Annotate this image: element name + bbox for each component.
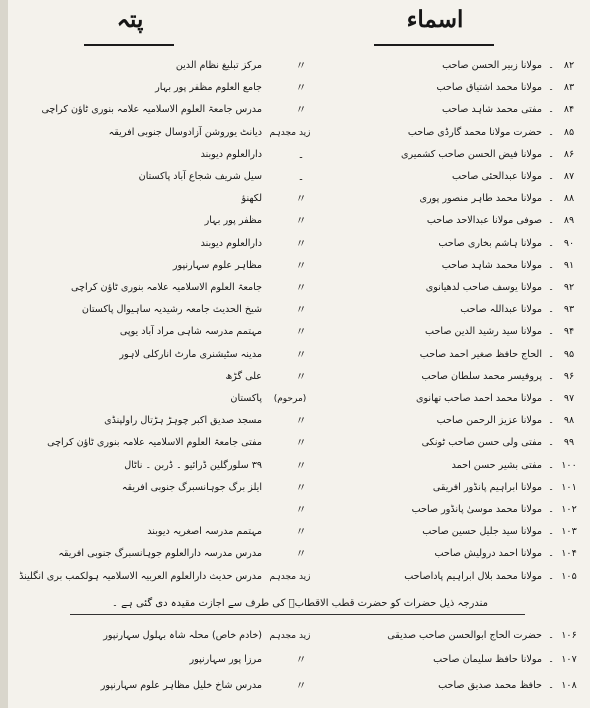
honorific: زید مجدہم bbox=[269, 571, 311, 582]
ditto-mark: 〃 bbox=[295, 258, 307, 272]
address-text: علی گڑھ bbox=[225, 370, 262, 382]
list-row bbox=[8, 500, 582, 520]
person-name: مولانا ہاشم بخاری صاحب bbox=[438, 237, 542, 249]
row-bullet: ۔ bbox=[548, 680, 554, 691]
person-name: مولانا محمد طاہر منصور پوری bbox=[419, 193, 542, 205]
list-row bbox=[8, 100, 582, 120]
person-name: مولانا عبداللہ صاحب bbox=[460, 304, 542, 316]
row-bullet: ۔ bbox=[548, 82, 554, 94]
person-name: حضرت الحاج ابوالحسن صاحب صدیقی bbox=[387, 630, 542, 641]
row-bullet: ۔ bbox=[548, 171, 554, 182]
person-name: مولانا محمد شاہد صاحب bbox=[441, 259, 542, 271]
person-name: الحاج حافظ صغیر احمد صاحب bbox=[419, 348, 542, 360]
ditto-mark: 〃 bbox=[295, 281, 307, 294]
row-bullet: ۔ bbox=[548, 259, 554, 271]
person-name: مولانا ابراہیم پانڈور افریقی bbox=[432, 481, 542, 493]
row-bullet: ۔ bbox=[548, 437, 554, 449]
address-text: مدرس مدرسہ دارالعلوم جوہانسبرگ جنوبی افریقہ bbox=[58, 548, 262, 560]
person-name: مولانا محمد احمد صاحب تھانوی bbox=[415, 393, 542, 404]
ditto-mark: 〃 bbox=[295, 369, 307, 383]
address-text: مدرس جامعۃ العلوم الاسلامیہ علامہ بنوری ٹاؤن کراچی bbox=[41, 104, 262, 116]
row-number: ۱۰۶ bbox=[561, 630, 577, 641]
list-row bbox=[8, 189, 582, 209]
list-row bbox=[8, 167, 582, 187]
row-bullet: ۔ bbox=[548, 237, 554, 249]
ditto-mark: 〃 bbox=[295, 303, 307, 317]
ditto-mark: 〃 bbox=[295, 59, 307, 72]
list-row bbox=[8, 478, 582, 498]
person-name: صوفی مولانا عبدالاحد صاحب bbox=[426, 215, 542, 227]
person-name: مولانا حافظ سلیمان صاحب bbox=[433, 654, 542, 665]
row-number: ۹۸ bbox=[563, 415, 575, 427]
row-bullet: ۔ bbox=[548, 348, 554, 360]
row-number: ۱۰۴ bbox=[561, 548, 577, 560]
ditto-mark: 〃 bbox=[295, 236, 307, 250]
person-name: مفتی بشیر حسن احمد bbox=[451, 459, 542, 471]
row-bullet: ۔ bbox=[548, 630, 554, 641]
address-text: جامعۃ العلوم الاسلامیہ علامہ بنوری ٹاؤن کراچی bbox=[71, 282, 262, 293]
address-text: ۳۹ سلورگلین ڈرائیو ۔ ڈربن ۔ ناٹال bbox=[124, 459, 262, 471]
row-number: ۸۴ bbox=[563, 104, 575, 116]
address-text: مرزا پور سہارنپور bbox=[189, 654, 262, 665]
ditto-mark: 〃 bbox=[295, 503, 307, 516]
address-text: مدینہ سٹیشنری مارٹ انارکلی لاہور bbox=[119, 348, 262, 360]
address-text: مظاہر علوم سہارنپور bbox=[172, 259, 262, 271]
row-bullet: ۔ bbox=[548, 481, 554, 493]
ditto-mark: ۔ bbox=[297, 147, 305, 161]
row-number: ۸۶ bbox=[563, 148, 575, 160]
ditto-mark: 〃 bbox=[295, 81, 307, 95]
address-text: مہتمم مدرسہ شاہی مراد آباد یوپی bbox=[119, 326, 262, 338]
names-column-header: اسماء bbox=[406, 6, 464, 33]
row-bullet: ۔ bbox=[548, 526, 554, 538]
ditto-mark: 〃 bbox=[295, 103, 307, 117]
ditto-mark: 〃 bbox=[295, 347, 307, 361]
list-row bbox=[8, 300, 582, 320]
address-text: مہتمم مدرسہ اصغریہ دیوبند bbox=[147, 526, 262, 538]
list-row bbox=[8, 433, 582, 453]
row-bullet: ۔ bbox=[548, 215, 554, 227]
list-row bbox=[8, 544, 582, 564]
person-name: مولانا زبیر الحسن صاحب bbox=[442, 60, 542, 71]
list-row bbox=[8, 676, 582, 696]
row-bullet: ۔ bbox=[548, 504, 554, 515]
ditto-mark: 〃 bbox=[295, 192, 307, 206]
list-row bbox=[8, 345, 582, 365]
person-name: مفتی ولی حسن صاحب ٹونکی bbox=[421, 437, 542, 449]
row-number: ۱۰۵ bbox=[561, 570, 577, 582]
names-header-underline bbox=[374, 44, 494, 46]
ditto-mark: 〃 bbox=[295, 525, 307, 539]
person-name: مولانا سید جلیل حسین صاحب bbox=[422, 526, 542, 538]
address-text: دارالعلوم دیوبند bbox=[200, 148, 262, 160]
person-name: مولانا محمد بلال ابراہیم پاداصاحب bbox=[404, 570, 542, 582]
list-row bbox=[8, 234, 582, 254]
row-number: ۸۷ bbox=[563, 171, 575, 182]
ditto-mark: 〃 bbox=[295, 653, 307, 666]
person-name: مفتی محمد شاہد صاحب bbox=[442, 104, 542, 116]
row-number: ۹۴ bbox=[563, 326, 575, 338]
address-text: لکھنؤ bbox=[241, 193, 262, 205]
list-row bbox=[8, 367, 582, 387]
list-row bbox=[8, 411, 582, 431]
person-name: مولانا عبدالحئی صاحب bbox=[451, 171, 542, 182]
row-number: ۹۳ bbox=[563, 304, 575, 316]
person-name: مولانا احمد درولیش صاحب bbox=[434, 548, 542, 560]
row-number: ۹۷ bbox=[563, 393, 575, 404]
address-text: شیخ الحدیث جامعہ رشیدیہ ساہیوال پاکستان bbox=[81, 304, 262, 316]
honorific: زید مجدہم bbox=[269, 127, 311, 138]
note-line: مندرجہ ذیل حضرات کو حضرت قطب الاقطابؒ کی طرف سے اجازت مقیدہ دی گئی ہے ۔ bbox=[112, 598, 488, 609]
row-bullet: ۔ bbox=[548, 282, 554, 293]
honorific: زید مجدہم bbox=[269, 631, 311, 641]
ditto-mark: 〃 bbox=[295, 214, 307, 228]
list-row bbox=[8, 522, 582, 542]
row-number: ۱۰۱ bbox=[561, 481, 577, 493]
ditto-mark: ۔ bbox=[297, 170, 305, 183]
list-row bbox=[8, 211, 582, 231]
address-text: دارالعلوم دیوبند bbox=[200, 237, 262, 249]
row-number: ۸۳ bbox=[563, 82, 575, 94]
row-number: ۹۲ bbox=[563, 282, 575, 293]
person-name: مولانا یوسف صاحب لدھیانوی bbox=[425, 282, 542, 293]
list-row bbox=[8, 626, 582, 646]
row-bullet: ۔ bbox=[548, 459, 554, 471]
row-bullet: ۔ bbox=[548, 548, 554, 560]
ditto-mark: 〃 bbox=[295, 480, 307, 494]
address-text: مدرس شاخ خلیل مظاہر علوم سہارنپور bbox=[100, 680, 262, 691]
row-number: ۸۲ bbox=[563, 60, 575, 71]
address-text: مظفر پور بہار bbox=[204, 215, 262, 227]
row-number: ۱۰۸ bbox=[561, 680, 577, 691]
list-row bbox=[8, 78, 582, 98]
row-number: ۱۰۰ bbox=[561, 459, 577, 471]
list-row bbox=[8, 145, 582, 165]
row-number: ۹۵ bbox=[563, 348, 575, 360]
list-row bbox=[8, 56, 582, 76]
row-bullet: ۔ bbox=[548, 104, 554, 116]
address-text: مدرس حدیث دارالعلوم العربیہ الاسلامیہ ہولکمب بری انگلینڈ bbox=[19, 570, 262, 582]
row-number: ۱۰۲ bbox=[561, 504, 577, 515]
row-number: ۸۵ bbox=[563, 126, 575, 138]
address-text: (خادم خاص) محلہ شاہ بہلول سہارنپور bbox=[103, 630, 262, 641]
list-row bbox=[8, 456, 582, 476]
note-separator bbox=[70, 614, 525, 615]
list-row bbox=[8, 278, 582, 298]
row-bullet: ۔ bbox=[548, 654, 554, 665]
address-text: مرکز تبلیغ نظام الدین bbox=[175, 60, 262, 71]
row-bullet: ۔ bbox=[548, 193, 554, 205]
address-text: مسجد صدیق اکبر چوہڑ ہڑتال راولپنڈی bbox=[104, 415, 262, 427]
row-bullet: ۔ bbox=[548, 370, 554, 382]
row-bullet: ۔ bbox=[548, 304, 554, 316]
row-bullet: ۔ bbox=[548, 570, 554, 582]
address-column-header: پتہ bbox=[116, 6, 144, 33]
honorific: (مرحوم) bbox=[273, 394, 307, 404]
address-text: پاکستان bbox=[230, 393, 262, 404]
row-number: ۸۹ bbox=[563, 215, 575, 227]
page-edge-shadow bbox=[0, 0, 8, 708]
address-text: جامع العلوم مظفر پور بہار bbox=[155, 82, 262, 94]
ditto-mark: 〃 bbox=[295, 547, 307, 561]
address-text: مفتی جامعۃ العلوم الاسلامیہ علامہ بنوری ٹاؤن کراچی bbox=[47, 437, 262, 449]
list-row bbox=[8, 123, 582, 143]
list-row bbox=[8, 322, 582, 342]
row-bullet: ۔ bbox=[548, 326, 554, 338]
list-row bbox=[8, 650, 582, 670]
row-number: ۹۰ bbox=[563, 237, 575, 249]
address-text: دیانٹ یوروشن آزادوسال جنوبی افریقہ bbox=[108, 126, 262, 138]
row-number: ۱۰۳ bbox=[561, 526, 577, 538]
row-number: ۱۰۷ bbox=[561, 654, 577, 665]
ditto-mark: 〃 bbox=[295, 325, 307, 339]
ditto-mark: 〃 bbox=[295, 458, 307, 472]
person-name: پروفیسر محمد سلطان صاحب bbox=[421, 370, 542, 382]
row-bullet: ۔ bbox=[548, 126, 554, 138]
person-name: مولانا عزیز الرحمن صاحب bbox=[436, 415, 542, 427]
list-row bbox=[8, 567, 582, 587]
ditto-mark: 〃 bbox=[295, 679, 307, 692]
person-name: مولانا محمد موسیٰ پانڈور صاحب bbox=[411, 504, 542, 515]
list-row bbox=[8, 389, 582, 409]
address-text: سیل شریف شجاع آباد پاکستان bbox=[138, 171, 262, 182]
person-name: حافظ محمد صدیق صاحب bbox=[438, 680, 542, 691]
ditto-mark: 〃 bbox=[295, 414, 307, 428]
person-name: مولانا فیض الحسن صاحب کشمیری bbox=[400, 148, 542, 160]
row-bullet: ۔ bbox=[548, 148, 554, 160]
row-bullet: ۔ bbox=[548, 393, 554, 404]
row-number: ۸۸ bbox=[563, 193, 575, 205]
row-bullet: ۔ bbox=[548, 60, 554, 71]
person-name: حضرت مولانا محمد گارڈی صاحب bbox=[407, 126, 542, 138]
row-bullet: ۔ bbox=[548, 415, 554, 427]
row-number: ۹۱ bbox=[563, 259, 575, 271]
address-header-underline bbox=[84, 44, 174, 46]
address-text: ایلز برگ جوہانسبرگ جنوبی افریقہ bbox=[121, 481, 262, 493]
person-name: مولانا سید رشید الدین صاحب bbox=[425, 326, 542, 338]
person-name: مولانا محمد اشتیاق صاحب bbox=[436, 82, 542, 94]
row-number: ۹۶ bbox=[563, 370, 575, 382]
ditto-mark: 〃 bbox=[295, 436, 307, 450]
row-number: ۹۹ bbox=[563, 437, 575, 449]
list-row bbox=[8, 256, 582, 276]
